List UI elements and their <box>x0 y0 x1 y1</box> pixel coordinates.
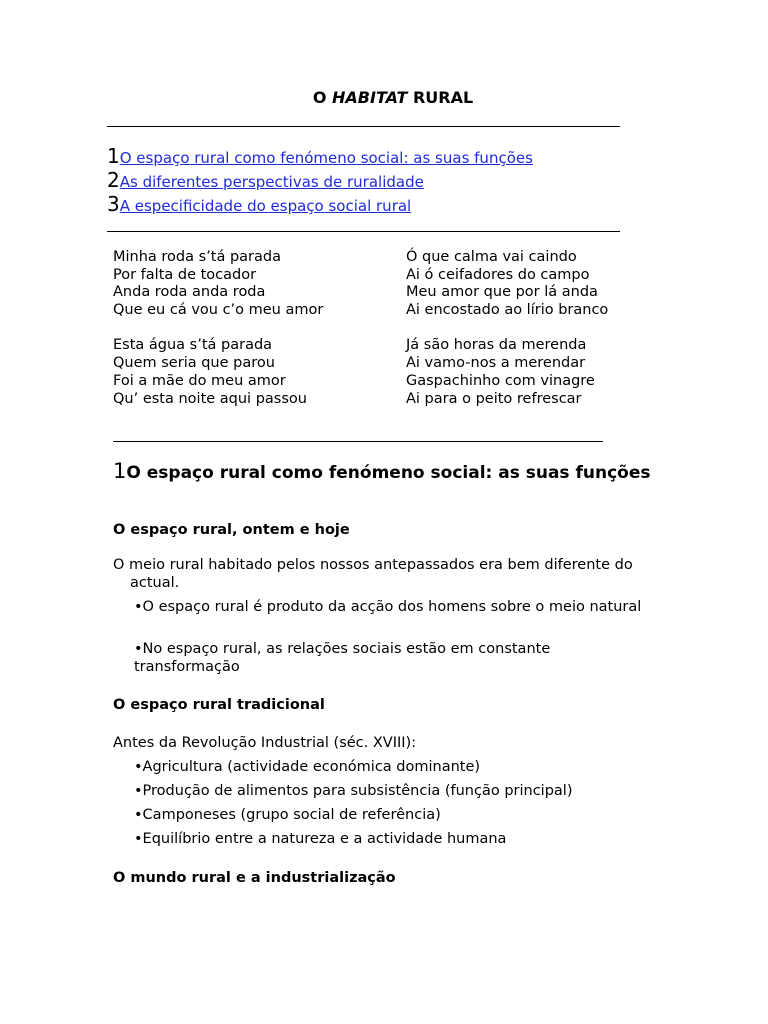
toc-item-3[interactable] <box>107 192 411 216</box>
poem-line: Ai ó ceifadores do campo <box>406 266 590 283</box>
toc-link-2[interactable]: As diferentes perspectivas de ruralidade <box>119 173 424 191</box>
bullet-item: •No espaço rural, as relações sociais estão em constante transformação <box>134 641 551 675</box>
subheading-industrializacao: O mundo rural e a industrialização <box>113 870 396 886</box>
toc-link-1[interactable]: O espaço rural como fenómeno social: as suas funções <box>119 149 533 167</box>
toc-number: 1 <box>107 144 120 168</box>
bullet-item: •Produção de alimentos para subsistência (função principal) <box>134 783 573 799</box>
toc-link-3[interactable]: A especificidade do espaço social rural <box>119 197 412 215</box>
poem-line: Qu’ esta noite aqui passou <box>113 390 307 407</box>
poem-line: Já são horas da merenda <box>406 337 587 354</box>
divider-poem <box>113 441 603 442</box>
stanza-gap <box>406 320 608 338</box>
poem-line: Quem seria que parou <box>113 355 275 372</box>
paragraph-line: O meio rural habitado pelos nossos antepassados era bem diferente do <box>113 557 633 573</box>
subheading-ontem-hoje: O espaço rural, ontem e hoje <box>113 522 350 538</box>
bullet-item: •Agricultura (actividade económica dominante) <box>134 759 481 775</box>
poem-line: Meu amor que por lá anda <box>406 284 598 301</box>
poem-line: Ai para o peito refrescar <box>406 390 582 407</box>
poem-line: Ai vamo-nos a merendar <box>406 355 586 372</box>
paragraph-antes-revolucao: Antes da Revolução Industrial (séc. XVIII): <box>113 735 417 751</box>
page-title <box>0 88 768 107</box>
toc-number: 2 <box>107 168 120 192</box>
subheading-tradicional: O espaço rural tradicional <box>113 697 325 713</box>
bullet-item: •Camponeses (grupo social de referência) <box>134 807 441 823</box>
poem-line: Gaspachinho com vinagre <box>406 372 595 389</box>
section-number: 1 <box>113 459 127 483</box>
paragraph-line: actual. <box>130 574 180 591</box>
toc-number: 3 <box>107 192 120 216</box>
poem-line: Foi a mãe do meu amor <box>113 372 286 389</box>
bullet-item: •O espaço rural é produto da acção dos homens sobre o meio natural <box>134 599 642 615</box>
poem-line: Ai encostado ao lírio branco <box>406 302 609 319</box>
poem-line: Ó que calma vai caindo <box>406 249 577 265</box>
toc-item-2[interactable] <box>107 168 424 192</box>
section-heading <box>113 460 673 484</box>
poem-line: Anda roda anda roda <box>113 284 266 301</box>
poem-line: Esta água s’tá parada <box>113 337 273 354</box>
toc-item-1[interactable] <box>107 144 533 168</box>
section-title-text: O espaço rural como fenómeno social: as suas funções <box>126 463 651 483</box>
bullet-item: •Equilíbrio entre a natureza e a actividade humana <box>134 831 507 847</box>
title-prefix: O <box>312 88 327 107</box>
title-suffix: RURAL <box>412 88 474 107</box>
poem-right-column <box>406 249 608 408</box>
divider-top <box>107 126 620 127</box>
poem-line: Que eu cá vou c’o meu amor <box>113 302 324 319</box>
title-italic: HABITAT <box>332 88 408 107</box>
poem-line: Por falta de tocador <box>113 266 257 283</box>
stanza-gap <box>113 320 323 338</box>
divider-toc <box>107 231 620 232</box>
poem-left-column <box>113 249 323 408</box>
paragraph-meio-rural <box>113 557 673 592</box>
poem-line: Minha roda s’tá parada <box>113 249 281 265</box>
